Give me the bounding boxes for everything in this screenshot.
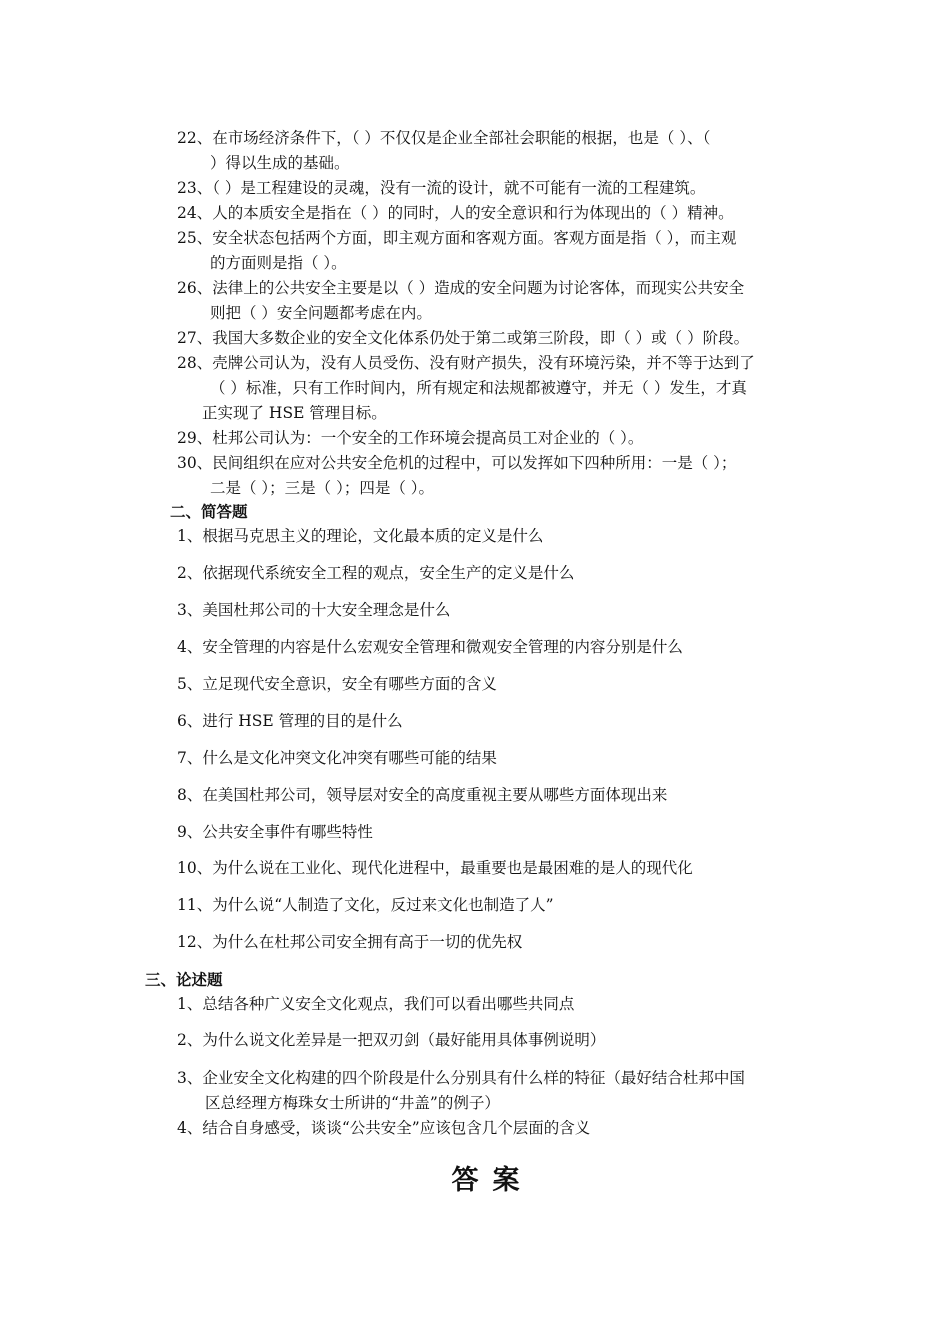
question-line: 2、为什么说文化差异是一把双刃剑（最好能用具体事例说明）: [177, 1031, 606, 1049]
short-question-12: 12、为什么在杜邦公司安全拥有高于一切的优先权: [177, 933, 523, 951]
question-line: 27、我国大多数企业的安全文化体系仍处于第二或第三阶段，即（ ）或（ ）阶段。: [177, 329, 750, 347]
essay-heading: 三、论述题: [145, 970, 223, 989]
fill-in-blank-questions: [177, 126, 817, 501]
essay-question-2: [177, 1028, 605, 1053]
short-question-7: 7、什么是文化冲突文化冲突有哪些可能的结果: [177, 749, 497, 767]
short-question-10: 10、为什么说在工业化、现代化进程中，最重要也是最困难的是人的现代化: [177, 859, 693, 877]
question-line: 30、民间组织在应对公共安全危机的过程中，可以发挥如下四种所用：一是（ ）；: [177, 454, 737, 472]
question-23: [177, 176, 817, 201]
question-27: [177, 326, 817, 351]
question-line: 的方面则是指（ ）。: [210, 254, 347, 272]
question-24: [177, 201, 817, 226]
question-26: [177, 276, 817, 326]
short-question-3: 3、美国杜邦公司的十大安全理念是什么: [177, 601, 451, 619]
short-question-6: 6、进行 HSE 管理的目的是什么: [177, 712, 403, 730]
question-line: 25、安全状态包括两个方面，即主观方面和客观方面。客观方面是指（ ），而主观: [177, 229, 737, 247]
short-question-2: 2、依据现代系统安全工程的观点，安全生产的定义是什么: [177, 564, 575, 582]
question-line: 23、（ ）是工程建设的灵魂，没有一流的设计，就不可能有一流的工程建筑。: [177, 179, 706, 197]
question-line: ）得以生成的基础。: [210, 154, 350, 172]
short-question-4: 4、安全管理的内容是什么宏观安全管理和微观安全管理的内容分别是什么: [177, 638, 683, 656]
question-line: 24、人的本质安全是指在（ ）的同时，人的安全意识和行为体现出的（ ）精神。: [177, 204, 734, 222]
short-question-1: 1、根据马克思主义的理论，文化最本质的定义是什么: [177, 527, 544, 545]
short-question-9: 9、公共安全事件有哪些特性: [177, 823, 373, 841]
question-line: 则把（ ）安全问题都考虑在内。: [210, 304, 432, 322]
question-line: （ ）标准，只有工作时间内，所有规定和法规都被遵守，并无（ ）发生，才真: [210, 379, 747, 397]
short-answer-heading: 二、简答题: [170, 502, 248, 521]
short-question-5: 5、立足现代安全意识，安全有哪些方面的含义: [177, 675, 497, 693]
short-question-8: 8、在美国杜邦公司，领导层对安全的高度重视主要从哪些方面体现出来: [177, 786, 668, 804]
question-line: 正实现了 HSE 管理目标。: [202, 404, 387, 422]
question-25: [177, 226, 817, 276]
question-line: 29、杜邦公司认为：一个安全的工作环境会提高员工对企业的（ ）。: [177, 429, 644, 447]
question-22: [177, 126, 817, 176]
question-29: [177, 426, 817, 451]
question-line: 区总经理方梅珠女士所讲的“井盖”的例子）: [205, 1094, 500, 1112]
essay-question-4: [177, 1116, 590, 1141]
essay-question-3: [177, 1066, 745, 1116]
question-28: [177, 351, 817, 426]
question-line: 26、法律上的公共安全主要是以（ ）造成的安全问题为讨论客体，而现实公共安全: [177, 279, 745, 297]
question-line: 1、总结各种广义安全文化观点，我们可以看出哪些共同点: [177, 995, 575, 1013]
short-question-11: 11、为什么说“人制造了文化，反过来文化也制造了人”: [177, 896, 554, 914]
essay-question-1: [177, 992, 574, 1017]
question-line: 二是（ ）；三是（ ）；四是（ ）。: [210, 479, 435, 497]
question-line: 3、企业安全文化构建的四个阶段是什么分别具有什么样的特征（最好结合杜邦中国: [177, 1069, 745, 1087]
question-line: 22、在市场经济条件下，（ ）不仅仅是企业全部社会职能的根据，也是（ ）、（: [177, 129, 711, 147]
question-line: 4、结合自身感受，谈谈“公共安全”应该包含几个层面的含义: [177, 1119, 591, 1137]
question-line: 28、壳牌公司认为，没有人员受伤、没有财产损失，没有环境污染，并不等于达到了: [177, 354, 755, 372]
answer-title: 答案: [451, 1165, 534, 1196]
question-30: [177, 451, 817, 501]
